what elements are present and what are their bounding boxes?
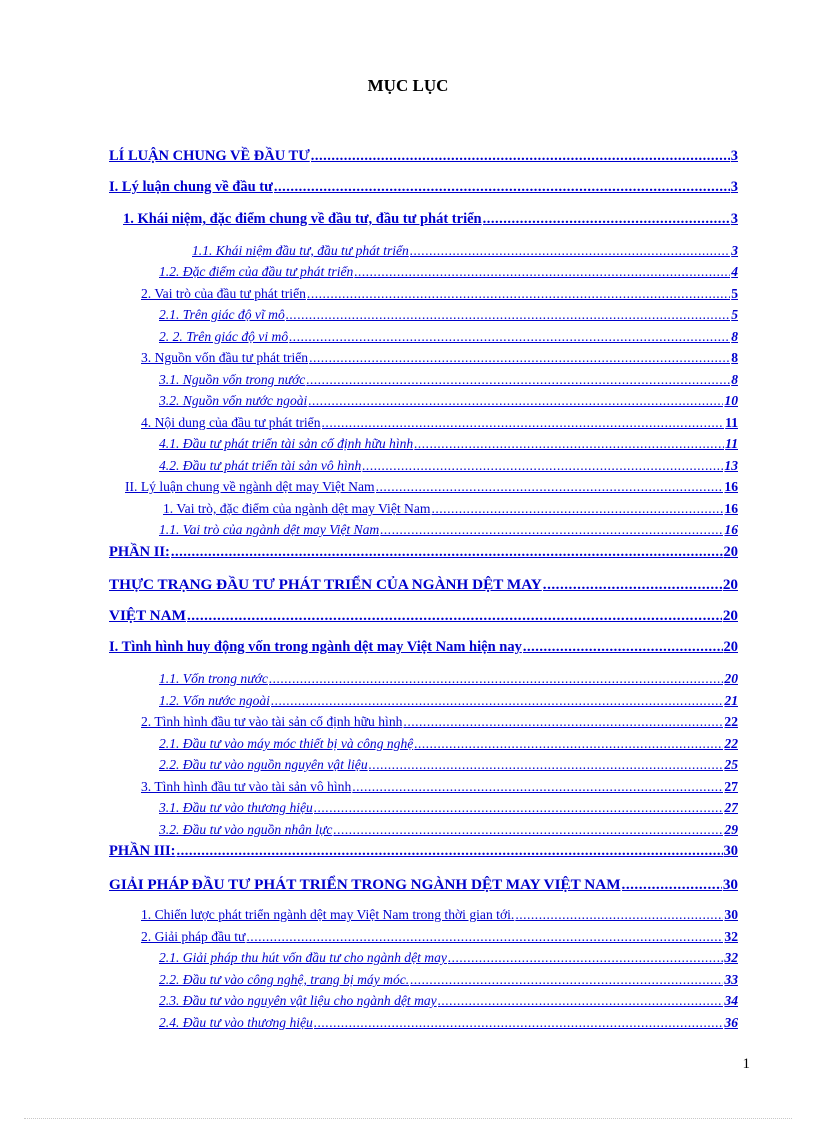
toc-entry-p2-2[interactable]: 2. Tình hình đầu tư vào tài sản cố định hữu hình ..... 22 [141,709,738,731]
toc-entry-p3-2[interactable]: 2. Giải pháp đầu tư ..... 32 [141,924,738,946]
page-title: MỤC LỤC [367,76,449,95]
toc-entry-4[interactable]: 4. Nội dung của đầu tư phát triển ..... 11 [141,410,738,432]
toc-entry-p2-2-1[interactable]: 2.1. Đầu tư vào máy móc thiết bị và công nghệ ..... 22 [159,731,738,753]
toc-entry-part2[interactable]: PHẦN II: ..... 20 [109,539,738,561]
toc-entry-p2-1-2[interactable]: 1.2. Vốn nước ngoài ..... 21 [159,688,738,710]
toc-entry-p3-2-2[interactable]: 2.2. Đầu tư vào công nghệ, trang bị máy móc. ..... 33 [159,967,738,989]
toc-entry-part2-section-I[interactable]: I. Tình hình huy động vốn trong ngành dệt may Việt Nam hiện nay ..... 20 [109,634,738,656]
page-bottom-border [24,1118,792,1119]
toc-entry-II-1-1[interactable]: 1.1. Vai trò của ngành dệt may Việt Nam ..... 16 [159,517,738,539]
toc-entry-part3[interactable]: PHẦN III: ..... 30 [109,838,738,860]
toc-entry-3-1[interactable]: 3.1. Nguồn vốn trong nước ..... 8 [159,367,738,389]
toc-entry-4-2[interactable]: 4.2. Đầu tư phát triển tài sản vô hình ..... 13 [159,453,738,475]
toc-entry-1-2[interactable]: 1.2. Đặc điểm của đầu tư phát triển ..... 4 [159,259,738,281]
toc-entry-4-1[interactable]: 4.1. Đầu tư phát triển tài sản cố định hữu hình ..... 11 [159,431,738,453]
toc-entry-p3-2-3[interactable]: 2.3. Đầu tư vào nguyên vật liệu cho ngành dệt may ..... 34 [159,988,738,1010]
toc-entry-1-1[interactable]: 1.1. Khái niệm đầu tư, đầu tư phát triển ..... 3 [192,238,738,260]
toc-entry-2[interactable]: 2. Vai trò của đầu tư phát triển ..... 5 [141,281,738,303]
toc-entry-p3-1[interactable]: 1. Chiến lược phát triển ngành dệt may Việt Nam trong thời gian tới. ..... 30 [141,902,738,924]
toc-entry-p2-2-2[interactable]: 2.2. Đầu tư vào nguồn nguyên vật liệu ..... 25 [159,752,738,774]
toc-entry-section-II[interactable]: II. Lý luận chung về ngành dệt may Việt Nam ..... 16 [125,474,738,496]
toc-entry-part2-title-cont[interactable]: VIỆT NAM ..... 20 [109,601,738,625]
toc-entry-3-2[interactable]: 3.2. Nguồn vốn nước ngoài ..... 10 [159,388,738,410]
toc-entry-1[interactable]: 1. Khái niệm, đặc điểm chung về đầu tư, đầu tư phát triển ..... 3 [109,206,738,228]
toc-entry-p2-3-1[interactable]: 3.1. Đầu tư vào thương hiệu ..... 27 [159,795,738,817]
toc-entry-p3-2-1[interactable]: 2.1. Giải pháp thu hút vốn đầu tư cho ngành dệt may ..... 32 [159,945,738,967]
toc-entry-p2-1-1[interactable]: 1.1. Vốn trong nước ..... 20 [159,666,738,688]
toc-entry-p2-3-2[interactable]: 3.2. Đầu tư vào nguồn nhân lực ..... 29 [159,817,738,839]
toc-entry-part1-heading[interactable]: LÍ LUẬN CHUNG VỀ ĐẦU TƯ ..... 3 [109,143,738,165]
toc-entry-2-2[interactable]: 2. 2. Trên giác độ vi mô ..... 8 [159,324,738,346]
toc-entry-part2-title[interactable]: THỰC TRẠNG ĐẦU TƯ PHÁT TRIỂN CỦA NGÀNH DỆT MAY ..... 20 [109,570,738,594]
toc-entry-3[interactable]: 3. Nguồn vốn đầu tư phát triển ..... 8 [141,345,738,367]
page-number: 1 [742,1056,750,1072]
toc-entry-2-1[interactable]: 2.1. Trên giác độ vĩ mô ..... 5 [159,302,738,324]
toc-entry-p3-2-4[interactable]: 2.4. Đầu tư vào thương hiệu ..... 36 [159,1010,738,1032]
toc-entry-part3-title[interactable]: GIẢI PHÁP ĐẦU TƯ PHÁT TRIỂN TRONG NGÀNH DỆT MAY VIỆT NAM ..... 30 [109,870,738,894]
toc-entry-section-I[interactable]: I. Lý luận chung về đầu tư ..... 3 [109,174,738,196]
toc-entry-II-1[interactable]: 1. Vai trò, đặc điểm của ngành dệt may Việt Nam ..... 16 [163,496,738,518]
toc-entry-p2-3[interactable]: 3. Tình hình đầu tư vào tài sản vô hình ..... 27 [141,774,738,796]
